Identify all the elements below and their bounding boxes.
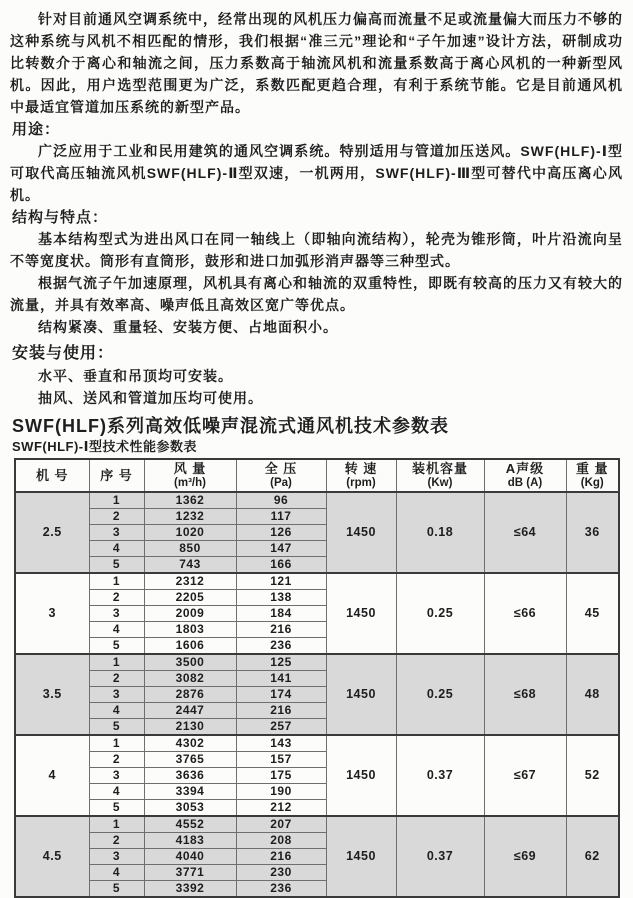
cell-pressure: 184 <box>236 606 326 622</box>
cell-pressure: 138 <box>236 590 326 606</box>
table-row <box>15 492 619 509</box>
section-heading-usage: 用途： <box>12 121 61 138</box>
table-row <box>15 735 619 752</box>
cell-weight: 36 <box>566 492 619 573</box>
cell-pressure: 174 <box>236 687 326 703</box>
col-header-model: 机 号 <box>15 459 89 492</box>
cell-pressure: 216 <box>236 622 326 638</box>
cell-noise: ≤68 <box>484 654 566 735</box>
table-header-row <box>15 459 619 492</box>
cell-seq: 1 <box>89 735 144 752</box>
cell-power: 0.25 <box>396 654 484 735</box>
table-row <box>15 654 619 671</box>
cell-pressure: 216 <box>236 849 326 865</box>
cell-airflow: 2009 <box>144 606 236 622</box>
table-row <box>15 573 619 590</box>
structure-paragraph-3: 结构紧凑、重量轻、安装方便、占地面积小。 <box>38 319 338 335</box>
cell-seq: 3 <box>89 606 144 622</box>
cell-airflow: 1232 <box>144 509 236 525</box>
cell-seq: 5 <box>89 800 144 817</box>
cell-pressure: 207 <box>236 816 326 833</box>
cell-speed: 1450 <box>326 492 396 573</box>
cell-seq: 4 <box>89 865 144 881</box>
cell-seq: 2 <box>89 833 144 849</box>
table-body <box>15 492 619 897</box>
cell-airflow: 3771 <box>144 865 236 881</box>
cell-weight: 52 <box>566 735 619 816</box>
cell-model: 4 <box>15 735 89 816</box>
cell-pressure: 126 <box>236 525 326 541</box>
cell-seq: 3 <box>89 849 144 865</box>
cell-airflow: 4302 <box>144 735 236 752</box>
cell-noise: ≤69 <box>484 816 566 897</box>
cell-seq: 3 <box>89 687 144 703</box>
cell-seq: 2 <box>89 509 144 525</box>
cell-seq: 3 <box>89 525 144 541</box>
cell-pressure: 236 <box>236 638 326 655</box>
cell-airflow: 2447 <box>144 703 236 719</box>
cell-weight: 62 <box>566 816 619 897</box>
cell-pressure: 96 <box>236 492 326 509</box>
table-title: SWF(HLF)系列高效低噪声混流式通风机技术参数表 <box>12 416 449 436</box>
cell-airflow: 4183 <box>144 833 236 849</box>
cell-seq: 4 <box>89 703 144 719</box>
cell-airflow: 743 <box>144 557 236 574</box>
cell-seq: 2 <box>89 590 144 606</box>
cell-pressure: 157 <box>236 752 326 768</box>
col-header-noise: A声级 dB (A) <box>484 459 566 492</box>
col-header-speed: 转 速 (rpm) <box>326 459 396 492</box>
cell-seq: 3 <box>89 768 144 784</box>
cell-airflow: 1606 <box>144 638 236 655</box>
cell-airflow: 3392 <box>144 881 236 898</box>
install-paragraph-2: 抽风、送风和管道加压均可使用。 <box>38 390 263 406</box>
cell-airflow: 3053 <box>144 800 236 817</box>
cell-airflow: 1362 <box>144 492 236 509</box>
cell-pressure: 216 <box>236 703 326 719</box>
cell-seq: 4 <box>89 784 144 800</box>
cell-pressure: 121 <box>236 573 326 590</box>
structure-paragraph-2: 根据气流子午加速原理，风机具有离心和轴流的双重特性，即既有较高的压力又有较大的流量，并具有效率高、噪声低且高效区宽广等优点。 <box>10 275 623 313</box>
cell-seq: 1 <box>89 816 144 833</box>
col-header-power: 装机容量 (Kw) <box>396 459 484 492</box>
cell-airflow: 1803 <box>144 622 236 638</box>
cell-model: 4.5 <box>15 816 89 897</box>
cell-power: 0.37 <box>396 735 484 816</box>
cell-pressure: 117 <box>236 509 326 525</box>
cell-airflow: 2312 <box>144 573 236 590</box>
cell-seq: 5 <box>89 557 144 574</box>
cell-seq: 5 <box>89 881 144 898</box>
cell-noise: ≤67 <box>484 735 566 816</box>
cell-power: 0.18 <box>396 492 484 573</box>
spec-table <box>14 458 620 898</box>
cell-airflow: 2130 <box>144 719 236 736</box>
cell-model: 3.5 <box>15 654 89 735</box>
cell-airflow: 850 <box>144 541 236 557</box>
cell-pressure: 190 <box>236 784 326 800</box>
structure-paragraph-1: 基本结构型式为进出风口在同一轴线上（即轴向流结构），轮壳为锥形筒，叶片沿流向呈不等宽度状。筒形有直筒形，鼓形和进口加弧形消声器等三种型式。 <box>10 231 623 269</box>
cell-airflow: 3500 <box>144 654 236 671</box>
cell-seq: 5 <box>89 719 144 736</box>
cell-weight: 48 <box>566 654 619 735</box>
cell-noise: ≤66 <box>484 573 566 654</box>
cell-airflow: 3394 <box>144 784 236 800</box>
cell-pressure: 175 <box>236 768 326 784</box>
cell-airflow: 1020 <box>144 525 236 541</box>
cell-pressure: 208 <box>236 833 326 849</box>
section-heading-install: 安装与使用： <box>12 345 115 362</box>
cell-airflow: 4040 <box>144 849 236 865</box>
intro-paragraph: 针对目前通风空调系统中，经常出现的风机压力偏高而流量不足或流量偏大而压力不够的这种系统与风机不相匹配的情形，我们根据“准三元”理论和“子午加速”设计方法，研制成功比转数介于离心和轴流之间，压力系数高于轴流风机和流量系数高于离心风机的一种新型风机。因此，用户选型范围更为广泛，系数匹配更趋合理，有利于系统节能。它是目前通风机中最适宜管道加压系统的新型产品。 <box>10 11 623 115</box>
cell-speed: 1450 <box>326 573 396 654</box>
cell-pressure: 236 <box>236 881 326 898</box>
cell-airflow: 3636 <box>144 768 236 784</box>
table-subtitle: SWF(HLF)-Ⅰ型技术性能参数表 <box>12 439 197 454</box>
cell-airflow: 2876 <box>144 687 236 703</box>
cell-pressure: 125 <box>236 654 326 671</box>
cell-pressure: 257 <box>236 719 326 736</box>
cell-power: 0.25 <box>396 573 484 654</box>
cell-airflow: 3765 <box>144 752 236 768</box>
usage-paragraph: 广泛应用于工业和民用建筑的通风空调系统。特别适用与管道加压送风。SWF(HLF)-Ⅰ型可取代高压轴流风机SWF(HLF)-Ⅱ型双速，一机两用，SWF(HLF)-Ⅲ型可替代中高压离心风机。 <box>10 143 623 203</box>
cell-seq: 2 <box>89 671 144 687</box>
section-heading-structure: 结构与特点： <box>12 209 109 226</box>
col-header-pressure: 全 压 (Pa) <box>236 459 326 492</box>
cell-model: 2.5 <box>15 492 89 573</box>
cell-weight: 45 <box>566 573 619 654</box>
cell-seq: 1 <box>89 492 144 509</box>
cell-seq: 1 <box>89 654 144 671</box>
cell-power: 0.37 <box>396 816 484 897</box>
cell-pressure: 143 <box>236 735 326 752</box>
cell-pressure: 166 <box>236 557 326 574</box>
cell-seq: 4 <box>89 622 144 638</box>
cell-model: 3 <box>15 573 89 654</box>
cell-seq: 4 <box>89 541 144 557</box>
cell-seq: 1 <box>89 573 144 590</box>
cell-airflow: 4552 <box>144 816 236 833</box>
install-paragraph-1: 水平、垂直和吊顶均可安装。 <box>38 368 233 384</box>
cell-pressure: 212 <box>236 800 326 817</box>
cell-speed: 1450 <box>326 654 396 735</box>
cell-seq: 5 <box>89 638 144 655</box>
cell-airflow: 3082 <box>144 671 236 687</box>
cell-airflow: 2205 <box>144 590 236 606</box>
col-header-weight: 重 量 (Kg) <box>566 459 619 492</box>
table-row <box>15 816 619 833</box>
cell-pressure: 141 <box>236 671 326 687</box>
cell-seq: 2 <box>89 752 144 768</box>
col-header-seq: 序 号 <box>89 459 144 492</box>
cell-noise: ≤64 <box>484 492 566 573</box>
cell-pressure: 230 <box>236 865 326 881</box>
cell-speed: 1450 <box>326 816 396 897</box>
cell-pressure: 147 <box>236 541 326 557</box>
cell-speed: 1450 <box>326 735 396 816</box>
col-header-airflow: 风 量 (m³/h) <box>144 459 236 492</box>
